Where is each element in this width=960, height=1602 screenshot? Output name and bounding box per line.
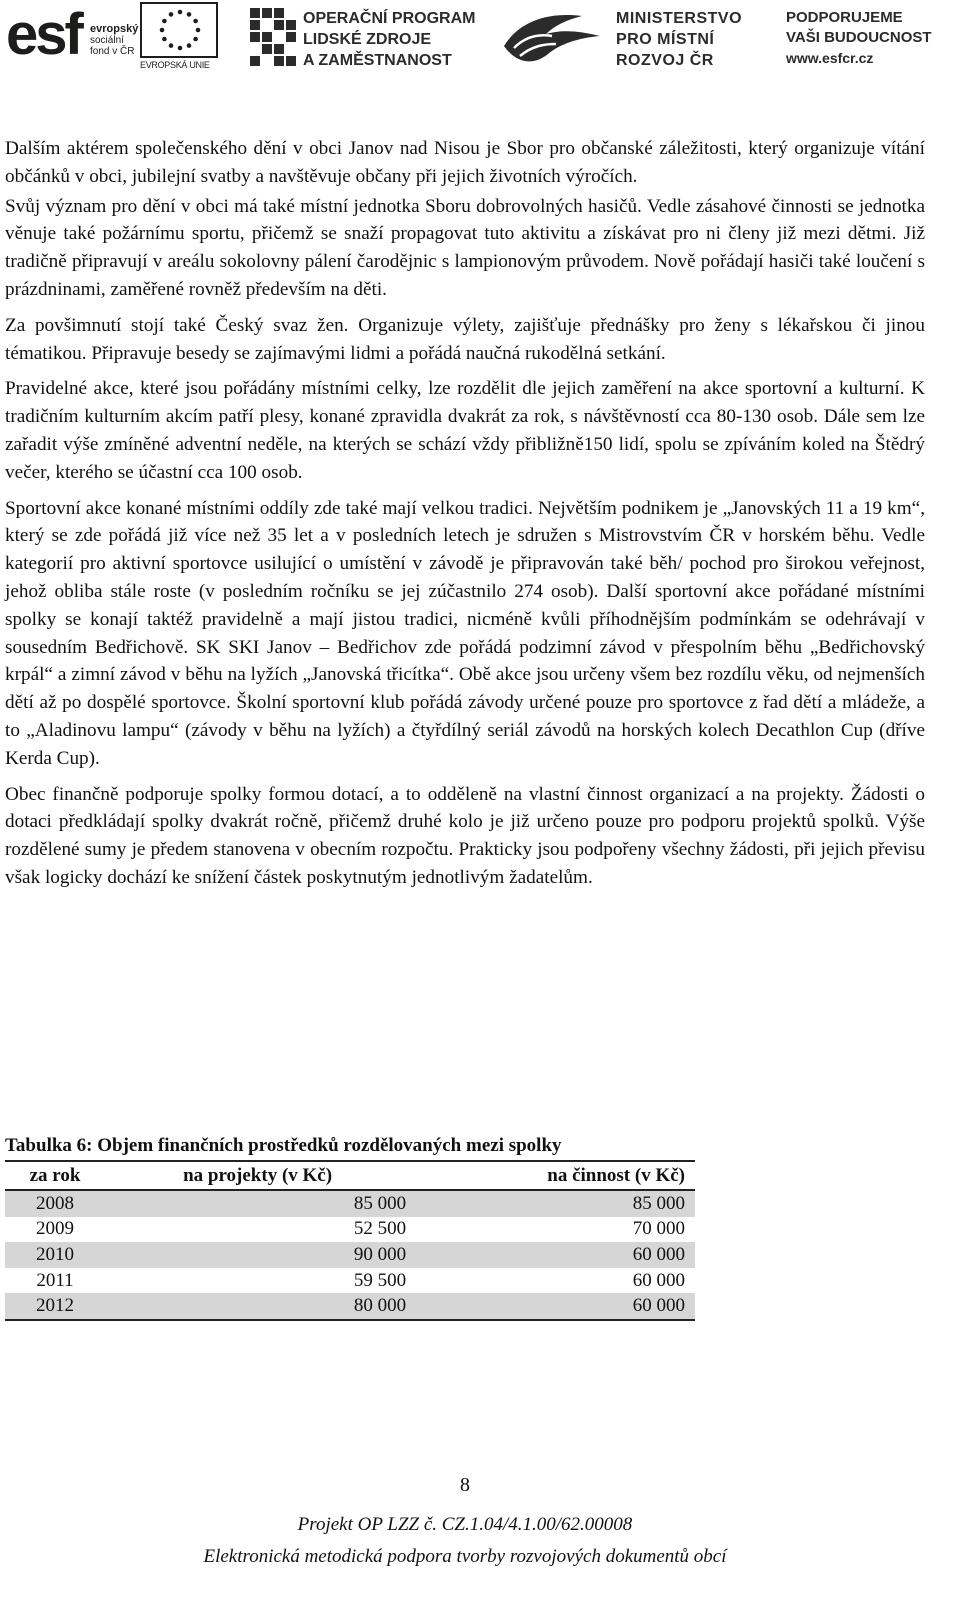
eu-logo-label: EVROPSKÁ UNIE xyxy=(140,60,210,70)
mmr-logo-text: MINISTERSTVO PRO MÍSTNÍ ROZVOJ ČR xyxy=(616,10,743,69)
eu-flag-frame xyxy=(140,2,218,58)
cell-year: 2008 xyxy=(5,1190,105,1217)
cell-projects: 59 500 xyxy=(353,1269,407,1291)
esf-logo-caption: evropský sociální fond v ČR xyxy=(90,23,139,57)
document-body xyxy=(5,135,925,900)
op-lzz-logo xyxy=(248,2,488,74)
table-caption: Tabulka 6: Objem finančních prostředků rozdělovaných mezi spolky xyxy=(5,1135,562,1156)
cell-year: 2012 xyxy=(5,1293,105,1320)
op-lzz-logo-text: OPERAČNÍ PROGRAM LIDSKÉ ZDROJE A ZAMĚSTNANOST xyxy=(303,10,476,69)
eu-logo xyxy=(140,2,220,74)
logo-header xyxy=(0,0,960,80)
op-lzz-emblem-icon xyxy=(248,6,298,68)
cell-activity: 85 000 xyxy=(410,1190,695,1217)
paragraph-financni-podpora: Obec finančně podporuje spolky formou dotací, a to odděleně na vlastní činnost organizací a na projekty. Žádosti o dotaci předkládají spolky dvakrát ročně, přičemž druhé kolo je již určeno pouze pro podporu projektů spolků. Výše rozdělené sumy je předem stanovena v obecním rozpočtu. Prakticky jsou podpořeny všechny žádosti, při jejich převisu však logicky dochází ke snížení částek poskytnutým jednotlivým žadatelům. xyxy=(5,783,925,888)
cell-year: 2011 xyxy=(36,1269,74,1291)
footer-project-title: Elektronická metodická podpora tvorby rozvojových dokumentů obcí xyxy=(203,1546,727,1567)
table-row xyxy=(5,1242,695,1268)
page-number: 8 xyxy=(460,1474,470,1496)
cell-activity: 60 000 xyxy=(410,1242,695,1268)
cell-year: 2009 xyxy=(36,1218,74,1240)
cell-projects: 90 000 xyxy=(105,1242,410,1268)
table-row xyxy=(5,1217,695,1243)
cell-activity: 70 000 xyxy=(632,1218,685,1240)
cell-activity: 60 000 xyxy=(410,1293,695,1320)
paragraph-sboz: Dalším aktérem společenského dění v obci Janov nad Nisou je Sbor pro občanské záležitosti, který organizuje vítání občánků v obci, jubilejní svatby a navštěvuje občany při jejich životních výročích. xyxy=(5,138,925,187)
funding-table xyxy=(5,1160,695,1321)
cell-projects: 85 000 xyxy=(105,1190,410,1217)
slogan-logo: PODPORUJEME VAŠI BUDOUCNOST www.esfcr.cz xyxy=(786,8,956,68)
table-header-row xyxy=(5,1161,695,1190)
table-row xyxy=(5,1268,695,1294)
cell-projects: 80 000 xyxy=(105,1293,410,1320)
cell-year: 2010 xyxy=(5,1242,105,1268)
paragraph-pravidelne-akce: Pravidelné akce, které jsou pořádány místními celky, lze rozdělit dle jejich zaměření na akce sportovní a kulturní. K tradičním kulturním akcím patří plesy, konané zpravidla dvakrát za rok, s návštěvností cca 80-130 osob. Dále sem lze zařadit výše zmíněné adventní neděle, na kterých se schází vždy přibližně150 lidí, spolu se zpíváním koled na Štědrý večer, kterého se účastní cca 100 osob. xyxy=(5,378,925,483)
table-row xyxy=(5,1190,695,1217)
mmr-logo xyxy=(500,2,770,74)
column-header-projects: na projekty (v Kč) xyxy=(105,1161,410,1190)
cell-activity: 60 000 xyxy=(632,1269,685,1291)
column-header-year: za rok xyxy=(5,1161,105,1190)
paragraph-hasici: Svůj význam pro dění v obci má také místní jednotka Sboru dobrovolných hasičů. Vedle zásahové činnosti se jednotka věnuje také požárnímu sportu, přičemž se snaží propagovat tuto aktivitu a získávat pro ni členy již mezi dětmi. Již tradičně připravují v areálu sokolovny pálení čarodějnic s lampionovým průvodem. Nově pořádají hasiči také loučení s prázdninami, zaměřené rovněž především na děti. xyxy=(5,195,925,300)
esf-logo xyxy=(4,2,139,72)
esf-url-link[interactable]: www.esfcr.cz xyxy=(786,50,874,66)
esf-logo-letters: esf xyxy=(6,2,81,67)
paragraph-sportovni-akce: Sportovní akce konané místními oddíly zde také mají velkou tradici. Největším podnikem je „Janovských 11 a 19 km“, který se zde pořádá již více než 35 let a v posledních letech je sdružen s Mistrovstvím ČR v horském běhu. Vedle kategorií pro aktivní sportovce usilující o umístění v závodě je připravován také běh/ pochod pro širokou veřejnost, jehož obliba stále roste (v posledním ročníku se jej zúčastnilo 274 osob). Další sportovní akce pořádané místními spolky se konají taktéž pravidelně a mají jistou tradici, nicméně kvůli příhodnějším podmínkám se odehrávají v sousedním Bedřichově. SK SKI Janov – Bedřichov zde pořádá podzimní závod v přespolním běhu „Bedřichovský krpál“ a zimní závod v běhu na lyžích „Janovská třicítka“. Obě akce jsou určeny všem bez rozdílu věku, od nejmenších dětí až po dospělé sportovce. Školní sportovní klub pořádá závody určené pouze pro sportovce z řad dětí a mládeže, a to „Aladinovu lampu“ (závody v běhu na lyžích) a čtyřdílný seriál závodů na horských kolech Decathlon Cup (dříve Kerda Cup). xyxy=(5,497,925,769)
footer-project-id: Projekt OP LZZ č. CZ.1.04/4.1.00/62.00008 xyxy=(297,1514,633,1535)
column-header-activity: na činnost (v Kč) xyxy=(410,1161,695,1190)
mmr-bird-emblem-icon xyxy=(500,6,604,70)
paragraph-svaz-zen: Za povšimnutí stojí také Český svaz žen. Organizuje výlety, zajišťuje přednášky pro ženy s lékařskou či jinou tématikou. Připravuje besedy se zajímavými lidmi a pořádá naučná rukodělná setkání. xyxy=(5,314,925,364)
cell-projects: 52 500 xyxy=(353,1218,407,1240)
table-row xyxy=(5,1293,695,1320)
eu-stars-icon xyxy=(154,6,206,54)
